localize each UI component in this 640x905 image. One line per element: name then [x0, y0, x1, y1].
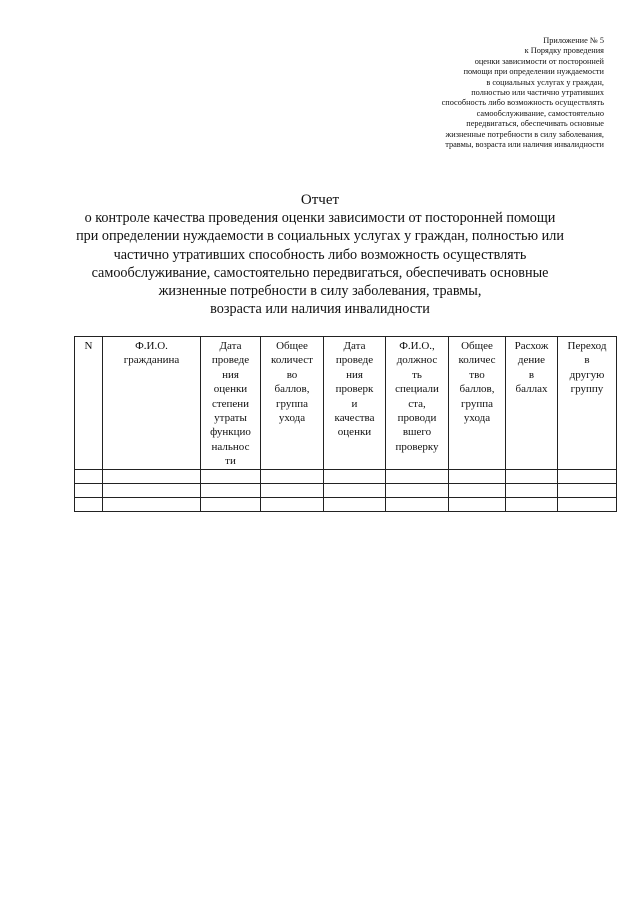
appendix-line: оценки зависимости от посторонней	[474, 56, 604, 66]
subtitle-line: жизненные потребности в силу заболевания, травмы,	[158, 283, 482, 300]
column-header-text: ти	[225, 455, 236, 468]
column-header-text: утраты	[214, 412, 247, 425]
column-header-text: в	[528, 368, 535, 381]
column-header-text: должнос	[396, 354, 438, 367]
appendix-line: Приложение № 5	[543, 36, 604, 45]
column-header-text: группа	[275, 397, 309, 410]
column-header-text: Дата	[343, 340, 366, 352]
column-header	[324, 337, 386, 470]
column-header-text: Ф.И.О.	[135, 340, 168, 352]
column-header	[103, 337, 201, 470]
table-cell	[103, 483, 201, 497]
column-header-text: тво	[469, 368, 485, 381]
column-header-text: ста,	[408, 397, 426, 410]
column-header-text: оценки	[337, 426, 372, 439]
table-cell	[506, 469, 558, 483]
column-header-text: проведе	[335, 354, 374, 367]
table-cell	[103, 497, 201, 511]
table-cell	[386, 483, 449, 497]
subtitle-line: самообслуживание, самостоятельно передвигаться, обеспечивать основные	[91, 264, 549, 281]
column-header	[75, 337, 103, 470]
table-body	[75, 469, 617, 511]
column-header-text: баллов,	[274, 383, 310, 396]
report-subtitle	[60, 209, 580, 319]
table-cell	[261, 469, 324, 483]
column-header-text: проверк	[335, 383, 374, 396]
column-header-text: ть	[412, 368, 422, 381]
column-header-text: ухода	[463, 412, 491, 425]
table-cell	[201, 497, 261, 511]
table-cell	[386, 497, 449, 511]
column-header-text: ухода	[278, 412, 306, 425]
column-header-text: дение	[517, 354, 546, 367]
column-header-text: Расхож	[514, 340, 549, 352]
appendix-line: самообслуживание, самостоятельно	[476, 108, 604, 118]
column-header-text: группу	[570, 383, 604, 396]
appendix-line: способность либо возможность осуществлять	[441, 98, 604, 108]
column-header	[558, 337, 617, 470]
appendix-reference	[374, 36, 604, 150]
column-header-text: нальнос	[211, 440, 250, 453]
column-header-text: проведе	[211, 354, 250, 367]
table-cell	[261, 497, 324, 511]
appendix-line: в социальных услугах у граждан,	[486, 77, 604, 87]
column-header-text: гражданина	[123, 354, 180, 367]
appendix-line: к Порядку проведения	[524, 46, 604, 56]
appendix-line: передвигаться, обеспечивать основные	[466, 119, 604, 129]
table-cell	[75, 483, 103, 497]
column-header-text: баллах	[515, 383, 548, 396]
table-cell	[506, 497, 558, 511]
table-cell	[75, 469, 103, 483]
table-cell	[324, 497, 386, 511]
column-header-text: проводи	[397, 412, 437, 425]
subtitle-line: о контроле качества проведения оценки зависимости от посторонней помощи	[84, 210, 556, 226]
table-row	[75, 469, 617, 483]
column-header	[201, 337, 261, 470]
table-cell	[103, 469, 201, 483]
column-header	[449, 337, 506, 470]
subtitle-line: при определении нуждаемости в социальных услугах у граждан, полностью или	[76, 228, 564, 245]
appendix-line: жизненные потребности в силу заболевания,	[445, 129, 604, 139]
column-header-text: Ф.И.О.,	[399, 340, 435, 352]
column-header-text: в	[584, 354, 590, 367]
column-header-text: вшего	[402, 426, 432, 439]
column-header-text: оценки	[213, 383, 248, 396]
column-header-text: функцио	[210, 426, 251, 439]
column-header-text: Общее	[461, 340, 493, 352]
appendix-line: травмы, возраста или наличия инвалидности	[445, 140, 604, 150]
table-cell	[558, 469, 617, 483]
table-cell	[324, 469, 386, 483]
table-cell	[201, 483, 261, 497]
table-row	[75, 483, 617, 497]
table-cell	[324, 483, 386, 497]
appendix-line: помощи при определении нуждаемости	[463, 67, 604, 77]
column-header-text: и	[351, 397, 358, 410]
table-cell	[558, 483, 617, 497]
subtitle-line: частично утративших способность либо возможность осуществлять	[113, 246, 527, 263]
table-row	[75, 497, 617, 511]
column-header-text: ния	[222, 368, 239, 381]
column-header-text: ния	[346, 368, 363, 381]
column-header-text: во	[286, 368, 298, 381]
column-header-text: другую	[569, 368, 605, 381]
table-cell	[201, 469, 261, 483]
column-header-text: группа	[460, 397, 494, 410]
column-header-text: качества	[334, 412, 375, 425]
table-cell	[449, 483, 506, 497]
column-header	[261, 337, 324, 470]
column-header-text: количест	[271, 354, 313, 367]
table-cell	[75, 497, 103, 511]
column-header-text: количес	[458, 354, 496, 367]
subtitle-line: возраста или наличия инвалидности	[210, 301, 430, 318]
column-header-text: Дата	[219, 340, 242, 352]
column-header-text: Переход	[567, 340, 607, 352]
column-header-text: баллов,	[459, 383, 495, 396]
table-cell	[558, 497, 617, 511]
report-table	[74, 336, 617, 512]
table-cell	[261, 483, 324, 497]
column-header-text: степени	[211, 397, 250, 410]
table-cell	[386, 469, 449, 483]
column-header-text: Общее	[276, 340, 308, 352]
column-header	[386, 337, 449, 470]
column-header-text: N	[84, 340, 93, 352]
table-cell	[506, 483, 558, 497]
column-header	[506, 337, 558, 470]
table-header-row	[75, 337, 617, 470]
appendix-line: полностью или частично утративших	[471, 88, 604, 98]
report-title: Отчет	[300, 192, 340, 208]
table-cell	[449, 497, 506, 511]
column-header-text: проверку	[395, 440, 439, 453]
column-header-text: специали	[395, 383, 439, 396]
table-cell	[449, 469, 506, 483]
